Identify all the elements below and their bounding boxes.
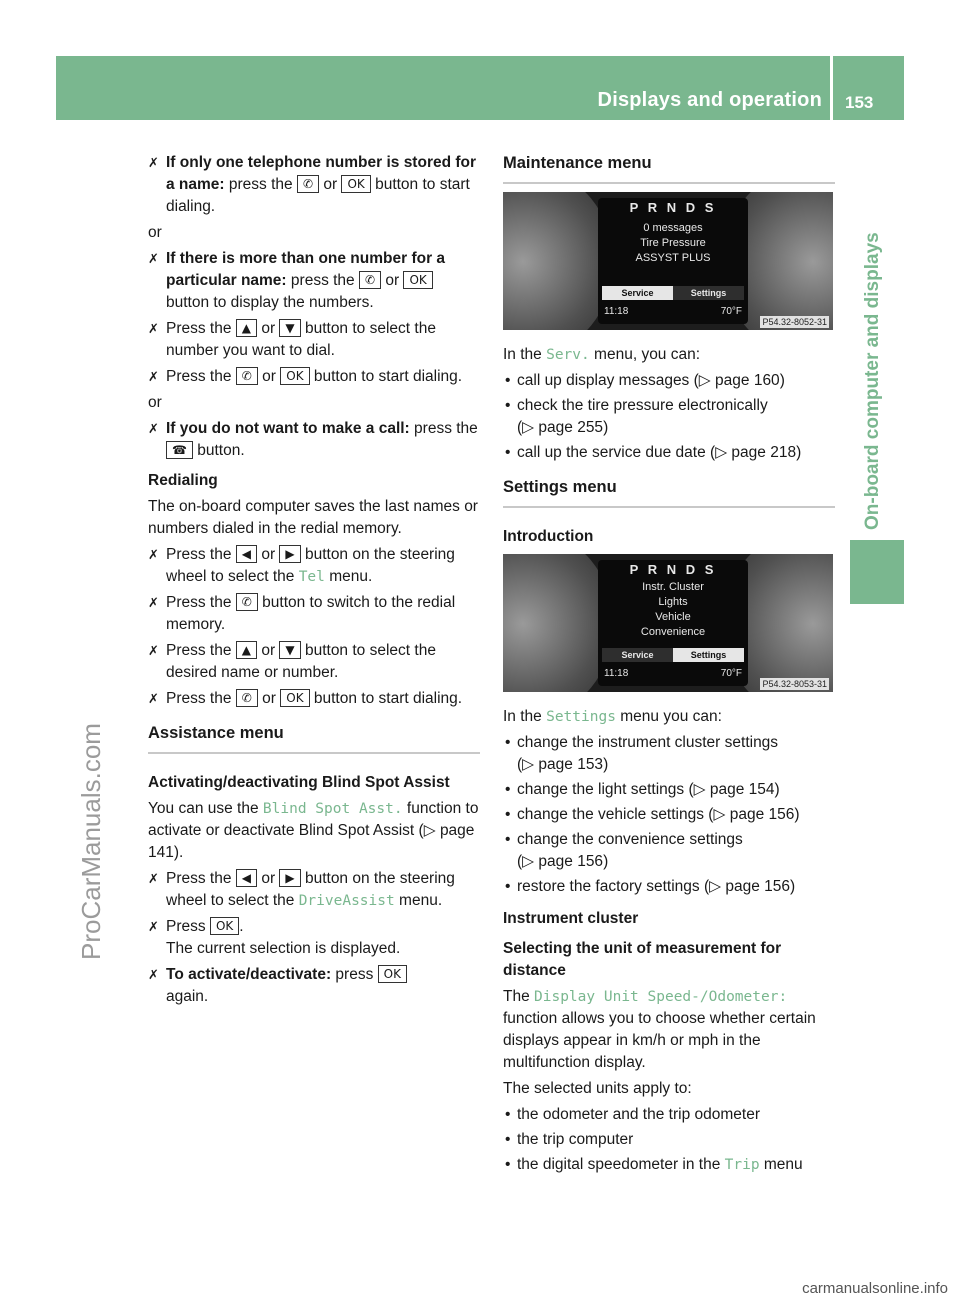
step-note: The current selection is displayed. [166, 940, 401, 957]
function-name: Display Unit Speed-/Odometer: [534, 989, 788, 1005]
bullet-icon: • [505, 1106, 511, 1123]
text: ) [603, 419, 609, 436]
text: In the [503, 346, 547, 363]
bullet-icon: • [505, 1156, 511, 1173]
display-status-bar [604, 304, 742, 319]
display-line: ASSYST PLUS [635, 252, 711, 264]
instrument-cluster-heading: Instrument cluster [503, 910, 639, 927]
list-item: • call up display messages (▷ page 160) [503, 370, 835, 392]
display-tabs [602, 648, 744, 662]
list-item [503, 1154, 835, 1176]
or-text: or [148, 394, 162, 411]
text: In the [503, 708, 547, 725]
text: menu you can: [615, 708, 722, 725]
menu-name: DriveAssist [298, 893, 395, 909]
bullet-icon: • [505, 878, 511, 895]
step-condition: If you do not want to make a call: [166, 420, 410, 437]
text: change the vehicle settings [517, 806, 709, 823]
step-one-number [148, 152, 480, 218]
page-reference[interactable]: page 156 [538, 853, 604, 870]
text: menu [759, 1156, 803, 1173]
step-text: button to start dialing. [309, 368, 463, 385]
text: function to activate or deactivate Blind Spot Assist [148, 800, 479, 839]
step-text: button to start dialing. [309, 690, 463, 707]
display-line: Convenience [640, 626, 706, 638]
watermark-left: ProCarManuals.com [76, 723, 106, 960]
display-line: 0 messages [643, 222, 703, 234]
units-apply-text: The selected units apply to: [503, 1080, 692, 1097]
text: change the instrument cluster settings [517, 734, 779, 751]
step-text: Press the [166, 870, 236, 887]
step-arrow-icon: ✗ [148, 321, 159, 336]
text: the trip computer [517, 1131, 634, 1148]
introduction-heading: Introduction [503, 528, 594, 545]
step-text: menu. [324, 568, 373, 585]
text: change the light settings [517, 781, 689, 798]
display-time: 11:18 [604, 668, 629, 679]
step-start-dialing [148, 366, 480, 388]
image-code: P54.32-8053-31 [762, 679, 827, 689]
step-text: press the [224, 176, 297, 193]
page-reference[interactable]: page 255 [538, 419, 604, 436]
step-text: menu. [394, 892, 443, 909]
step-text: or [319, 176, 342, 193]
page-ref-icon: ▷ [522, 853, 535, 870]
menu-name: Serv. [546, 347, 590, 363]
side-tab-label: On-board computer and displays [862, 232, 883, 530]
text: ) [603, 853, 609, 870]
left-column [148, 152, 480, 1012]
assistance-menu-heading: Assistance menu [148, 722, 480, 754]
page-ref-icon: ▷ [522, 419, 535, 436]
display-status-bar [604, 666, 742, 681]
bullet-icon: • [505, 806, 511, 823]
display-line: Lights [658, 596, 688, 608]
text: call up display messages [517, 372, 694, 389]
step-arrow-icon: ✗ [148, 155, 159, 170]
display-tab-settings: Settings [673, 286, 744, 300]
step-text: or [257, 320, 280, 337]
blind-spot-heading: Activating/deactivating Blind Spot Assist [148, 774, 450, 791]
list-item: • restore the factory settings (▷ page 156) [503, 876, 835, 898]
text: ) [603, 756, 609, 773]
step-arrow-icon: ✗ [148, 369, 159, 384]
step-text: . [239, 918, 244, 935]
ok-key-icon: OK [280, 367, 309, 385]
text: ) [796, 444, 802, 461]
step-text: or [257, 546, 280, 563]
or-text: or [148, 224, 162, 241]
down-key-icon: ▼ [279, 641, 300, 659]
ok-key-icon: OK [210, 917, 239, 935]
step-arrow-icon: ✗ [148, 871, 159, 886]
display-tabs [602, 286, 744, 300]
step-activate-deactivate [148, 964, 480, 1008]
side-tab-block [850, 540, 904, 604]
list-item: • change the light settings (▷ page 154) [503, 779, 835, 801]
step-text: or [257, 642, 280, 659]
step-text: button to display the numbers. [166, 294, 374, 311]
gear-indicator: P R N D S [629, 200, 717, 215]
maintenance-intro [503, 344, 835, 366]
step-text: or [381, 272, 404, 289]
step-text: Press the [166, 690, 236, 707]
page-ref-icon: ▷ [713, 806, 726, 823]
step-text: press the [286, 272, 359, 289]
step-text: Press the [166, 594, 236, 611]
multifunction-display [598, 560, 748, 686]
step-text: Press the [166, 368, 236, 385]
text: menu, you can: [589, 346, 701, 363]
bullet-icon: • [505, 372, 511, 389]
step-text: or [257, 690, 281, 707]
page-reference[interactable]: page 156 [729, 806, 795, 823]
step-text: button to start dialing. [166, 176, 470, 215]
display-line: Vehicle [655, 611, 691, 623]
list-item: • call up the service due date (▷ page 218) [503, 442, 835, 464]
page-header-title: Displays and operation [597, 89, 822, 111]
multifunction-display [598, 198, 748, 324]
text: ). [173, 844, 184, 861]
display-temperature: 70°F [720, 668, 742, 679]
right-column [503, 152, 835, 1179]
display-line: Tire Pressure [640, 237, 706, 249]
step-text: again. [166, 988, 209, 1005]
bullet-icon: • [505, 444, 511, 461]
step-text: Press the [166, 642, 236, 659]
redialing-heading: Redialing [148, 472, 218, 489]
page-ref-icon: ▷ [715, 444, 728, 461]
header-separator [830, 56, 833, 120]
step-redial-memory [148, 592, 480, 636]
text: ) [774, 781, 780, 798]
settings-menu-heading: Settings menu [503, 476, 835, 508]
page-reference[interactable]: page 156 [725, 878, 791, 895]
unit-measurement-heading: Selecting the unit of measurement for distance [503, 940, 782, 979]
ok-key-icon: OK [378, 965, 407, 983]
page-ref-icon: ▷ [693, 781, 706, 798]
step-no-call [148, 418, 480, 462]
list-item [503, 1104, 835, 1126]
step-text: button on the steering wheel to select the [166, 870, 455, 909]
display-menu-lines [598, 221, 748, 266]
step-multiple-numbers [148, 248, 480, 314]
list-item [503, 1129, 835, 1151]
up-key-icon: ▲ [236, 641, 257, 659]
settings-display-image [503, 554, 833, 692]
page-ref-icon: ▷ [522, 756, 535, 773]
gear-indicator: P R N D S [629, 562, 717, 577]
bullet-icon: • [505, 397, 511, 414]
step-select-tel-menu [148, 544, 480, 588]
display-tab-service: Service [602, 648, 673, 662]
step-text: or [257, 870, 280, 887]
step-arrow-icon: ✗ [148, 421, 159, 436]
text: ) [790, 878, 796, 895]
watermark-bottom: carmanualsonline.info [802, 1280, 948, 1297]
list-item: • check the tire pressure electronically (▷ page 255) [505, 397, 768, 436]
maintenance-menu-heading: Maintenance menu [503, 152, 835, 184]
step-select-name [148, 640, 480, 684]
step-text: button to select the number you want to dial. [166, 320, 436, 359]
text: function allows you to choose whether certain displays appear in km/h or mph in the multifunction display. [503, 1010, 816, 1071]
step-text: press [331, 966, 378, 983]
display-menu-lines [598, 580, 748, 640]
step-select-driveassist [148, 868, 480, 912]
step-arrow-icon: ✗ [148, 595, 159, 610]
page-reference[interactable]: page 160 [715, 372, 780, 389]
list-item: • change the vehicle settings (▷ page 156) [503, 804, 835, 826]
settings-intro [503, 706, 835, 728]
right-key-icon: ▶ [279, 545, 300, 563]
maintenance-display-image [503, 192, 833, 330]
step-arrow-icon: ✗ [148, 919, 159, 934]
step-condition: If only one telephone number is stored for a name: [166, 154, 477, 193]
page-ref-icon: ▷ [709, 878, 722, 895]
ok-key-icon: OK [341, 175, 370, 193]
step-arrow-icon: ✗ [148, 643, 159, 658]
step-condition: To activate/deactivate: [166, 966, 332, 983]
image-code: P54.32-8052-31 [762, 317, 827, 327]
left-key-icon: ◀ [236, 545, 257, 563]
menu-name: Tel [298, 569, 325, 585]
step-select-number [148, 318, 480, 362]
hangup-key-icon: ☎ [166, 441, 193, 459]
step-arrow-icon: ✗ [148, 547, 159, 562]
step-text: or [257, 368, 281, 385]
step-text: button on the steering wheel to select the [166, 546, 455, 585]
display-line: Instr. Cluster [642, 581, 704, 593]
step-arrow-icon: ✗ [148, 251, 159, 266]
step-condition: If there is more than one number for a particular name: [166, 250, 446, 289]
speedometer-gauge [503, 554, 613, 692]
display-tab-service: Service [602, 286, 673, 300]
list-item: • change the convenience settings (▷ page 156) [505, 831, 743, 870]
page-reference[interactable]: page 154 [709, 781, 775, 798]
step-text: button to select the desired name or number. [166, 642, 436, 681]
text: restore the factory settings [517, 878, 704, 895]
display-time: 11:18 [604, 306, 629, 317]
down-key-icon: ▼ [279, 319, 300, 337]
step-text: press the [409, 420, 478, 437]
page-reference[interactable]: page 153 [538, 756, 604, 773]
text: change the convenience settings [517, 831, 743, 848]
page-ref-icon: ▷ [698, 372, 711, 389]
list-item: • change the instrument cluster settings (▷ page 153) [505, 734, 779, 773]
menu-name: Settings [546, 709, 616, 725]
step-arrow-icon: ✗ [148, 691, 159, 706]
page-reference[interactable]: page 218 [731, 444, 797, 461]
text: the digital speedometer in the [517, 1156, 725, 1173]
step-text: Press [166, 918, 210, 935]
right-key-icon: ▶ [279, 869, 300, 887]
step-arrow-icon: ✗ [148, 967, 159, 982]
step-redial-start [148, 688, 480, 710]
phone-key-icon: ✆ [236, 367, 258, 385]
phone-key-icon: ✆ [236, 689, 258, 707]
blind-spot-intro: You can use the Blind Spot Asst. function to activate or deactivate Blind Spot Assist (▷ page 141). [148, 800, 479, 861]
text: ) [779, 372, 785, 389]
bullet-icon: • [505, 781, 511, 798]
text: You can use the [148, 800, 263, 817]
text: The [503, 988, 535, 1005]
text: check the tire pressure electronically [517, 397, 768, 414]
menu-name: Trip [724, 1157, 760, 1173]
redialing-intro: The on-board computer saves the last names or numbers dialed in the redial memory. [148, 498, 478, 537]
up-key-icon: ▲ [236, 319, 257, 337]
left-key-icon: ◀ [236, 869, 257, 887]
step-press-ok [148, 916, 480, 960]
function-name: Blind Spot Asst. [262, 801, 403, 817]
bullet-icon: • [505, 734, 511, 751]
display-tab-settings: Settings [673, 648, 744, 662]
speedometer-gauge [503, 192, 613, 330]
ok-key-icon: OK [280, 689, 309, 707]
page-reference[interactable]: page 141 [148, 822, 475, 861]
phone-key-icon: ✆ [236, 593, 258, 611]
step-text: button to switch to the redial memory. [166, 594, 456, 633]
phone-key-icon: ✆ [359, 271, 381, 289]
phone-key-icon: ✆ [297, 175, 319, 193]
step-text: button. [192, 442, 245, 459]
text: ) [794, 806, 800, 823]
step-text: Press the [166, 320, 236, 337]
bullet-icon: • [505, 1131, 511, 1148]
text: the odometer and the trip odometer [517, 1106, 760, 1123]
step-text: Press the [166, 546, 236, 563]
ok-key-icon: OK [403, 271, 432, 289]
unit-intro [503, 986, 835, 1074]
display-temperature: 70°F [720, 306, 742, 317]
page-ref-icon: ▷ [423, 822, 436, 839]
bullet-icon: • [505, 831, 511, 848]
page-number: 153 [845, 93, 874, 112]
text: call up the service due date [517, 444, 711, 461]
